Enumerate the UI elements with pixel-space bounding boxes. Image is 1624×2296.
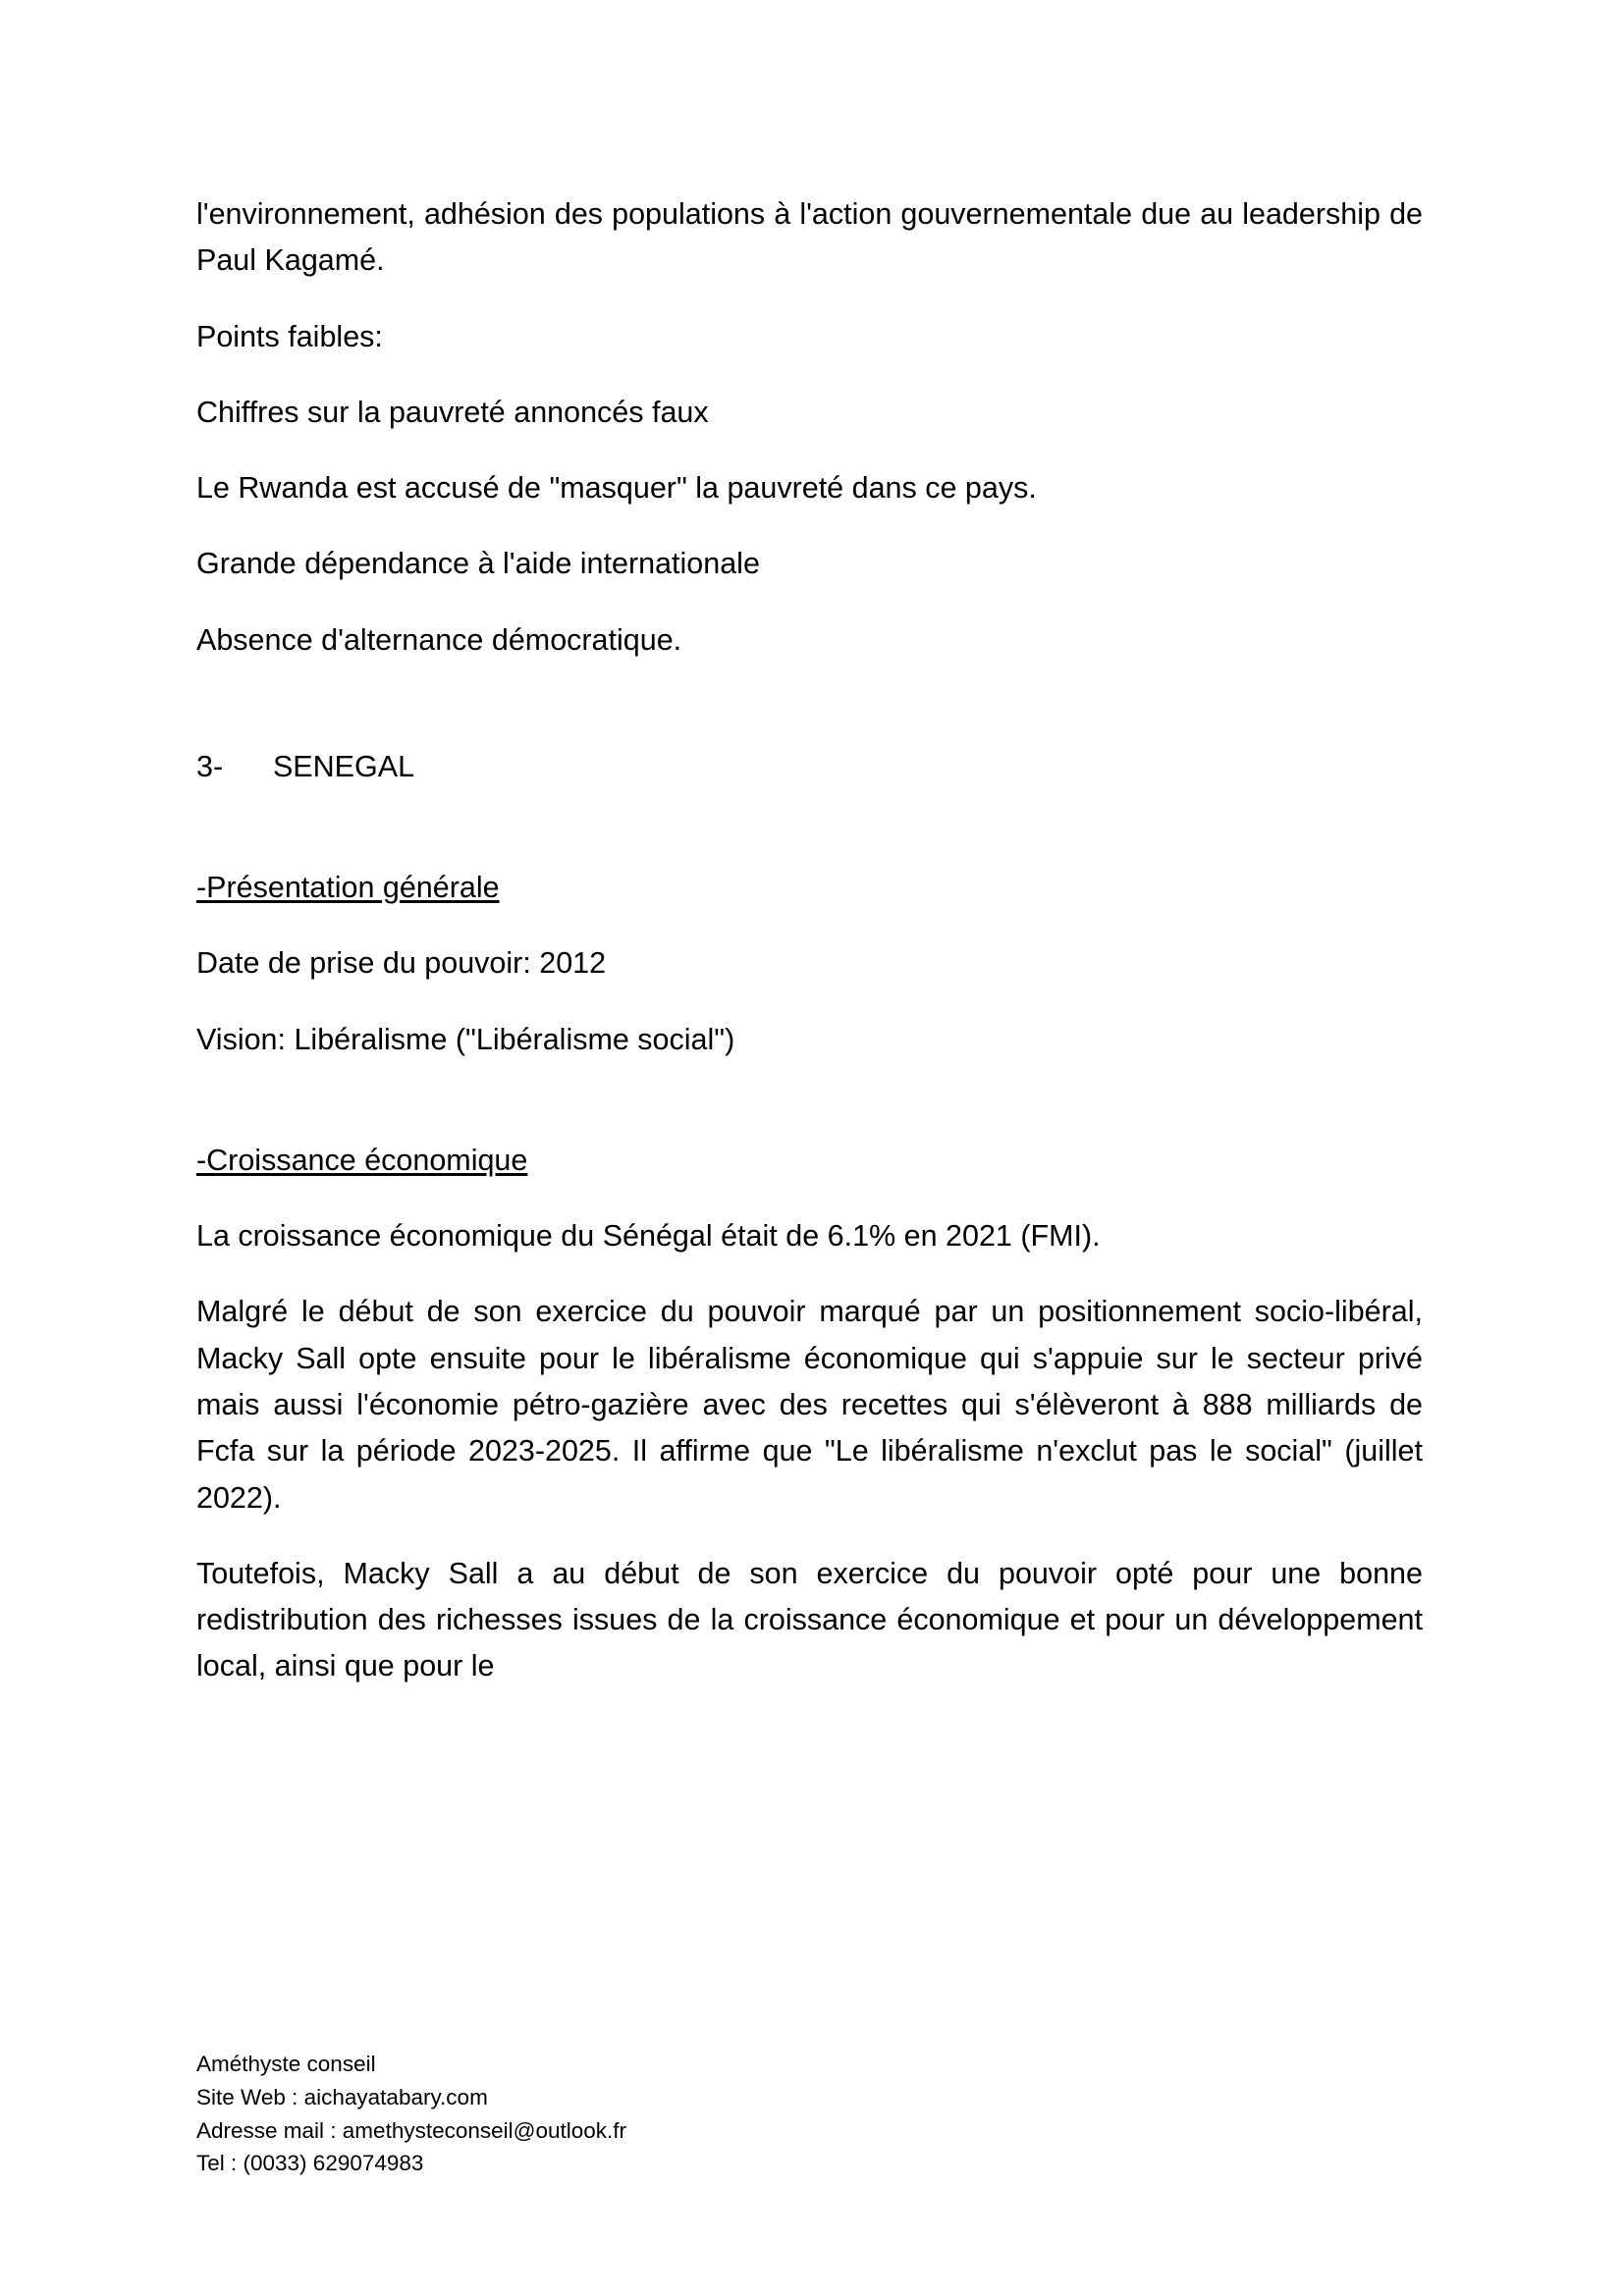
footer-website: Site Web : aichayatabary.com	[196, 2084, 488, 2109]
line-vision: Vision: Libéralisme ("Libéralisme social")	[196, 1022, 735, 1056]
subheading-presentation-generale: -Présentation générale	[196, 871, 500, 905]
document-body	[196, 191, 1423, 1690]
paragraph-dependance-aide: Grande dépendance à l'aide internationale	[196, 547, 760, 581]
section-heading-senegal: 3- SENEGAL	[196, 749, 415, 783]
paragraph-environnement: l'environnement, adhésion des populations à l'action gouvernementale due au leadership de Paul Kagamé.	[196, 197, 1423, 278]
paragraph-absence-alternance: Absence d'alternance démocratique.	[196, 622, 682, 657]
footer-phone: Tel : (0033) 629074983	[196, 2151, 424, 2176]
paragraph-malgre-debut: Malgré le début de son exercice du pouvoir marqué par un positionnement socio-libéral, Macky Sall opte ensuite pour le libéralisme économique qui s'appuie sur le secteur privé mais aussi l'économie pétro-gazière avec des recettes qui s'élèveront à 888 milliards de Fcfa sur la période 2023-2025. Il affirme que "Le libéralisme n'exclut pas le social" (juillet 2022).	[196, 1295, 1423, 1515]
paragraph-toutefois-macky-sall: Toutefois, Macky Sall a au début de son exercice du pouvoir opté pour une bonne redistribution des richesses issues de la croissance économique et pour un développement local, ainsi que pour le	[196, 1556, 1423, 1683]
footer-email: Adresse mail : amethysteconseil@outlook.fr	[196, 2117, 627, 2143]
paragraph-croissance-chiffre: La croissance économique du Sénégal était de 6.1% en 2021 (FMI).	[196, 1219, 1101, 1254]
page-footer	[196, 2048, 626, 2180]
paragraph-rwanda-masquer: Le Rwanda est accusé de "masquer" la pauvreté dans ce pays.	[196, 471, 1037, 506]
paragraph-chiffres-pauvrete: Chiffres sur la pauvreté annoncés faux	[196, 395, 709, 429]
blank-line-after-section	[196, 820, 1423, 865]
blank-line-before-croissance	[196, 1093, 1423, 1138]
footer-company: Améthyste conseil	[196, 2052, 376, 2076]
paragraph-points-faibles: Points faibles:	[196, 319, 383, 353]
line-date-prise-pouvoir: Date de prise du pouvoir: 2012	[196, 946, 607, 981]
blank-line-before-section	[196, 693, 1423, 744]
subheading-croissance-economique: -Croissance économique	[196, 1143, 528, 1177]
